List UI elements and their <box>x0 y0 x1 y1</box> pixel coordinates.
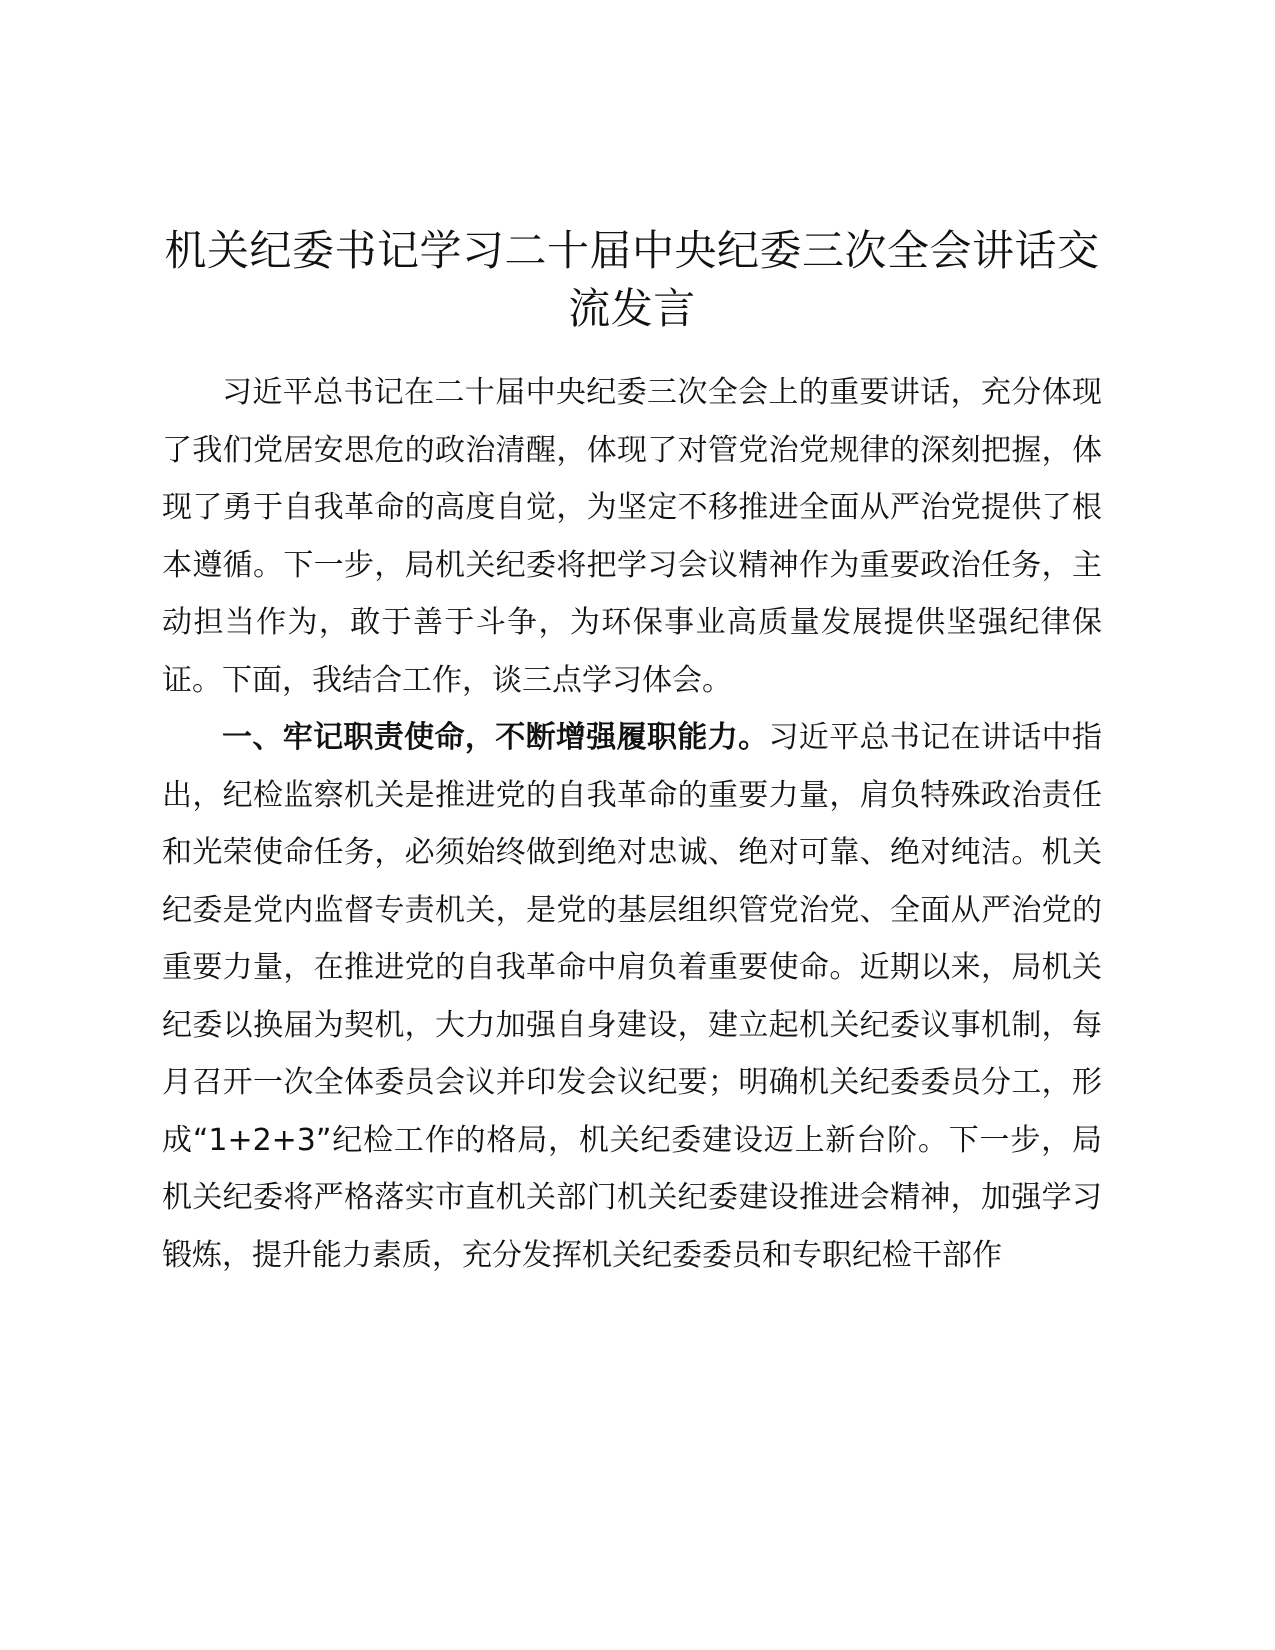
paragraph-section-one <box>162 709 1102 1284</box>
section-heading: 一、牢记职责使命，不断增强履职能力。 <box>222 720 769 755</box>
document-title: 机关纪委书记学习二十届中央纪委三次全会讲话交流发言 <box>164 226 1100 333</box>
paragraph-text: 习近平总书记在讲话中指出，纪检监察机关是推进党的自我革命的重要力量，肩负特殊政治责任和光荣使命任务，必须始终做到绝对忠诚、绝对可靠、绝对纯洁。机关纪委是党内监督专责机关，是党的基层组织管党治党、全面从严治党的重要力量，在推进党的自我革命中肩负着重要使命。近期以来，局机关纪委以换届为契机，大力加强自身建设，建立起机关纪委议事机制，每月召开一次全体委员会议并印发会议纪要；明确机关纪委委员分工，形成“1+2+3”纪检工作的格局，机关纪委建设迈上新台阶。下一步，局机关纪委将严格落实市直机关部门机关纪委建设推进会精神，加强学习锻炼，提升能力素质，充分发挥机关纪委委员和专职纪检干部作 <box>162 720 1103 1273</box>
document-content <box>162 222 1102 1284</box>
document-body <box>162 364 1102 1284</box>
paragraph-text: 习近平总书记在二十届中央纪委三次全会上的重要讲话，充分体现了我们党居安思危的政治清醒，体现了对管党治党规律的深刻把握，体现了勇于自我革命的高度自觉，为坚定不移推进全面从严治党提供了根本遵循。下一步，局机关纪委将把学习会议精神作为重要政治任务，主动担当作为，敢于善于斗争，为环保事业高质量发展提供坚强纪律保证。下面，我结合工作，谈三点学习体会。 <box>162 375 1102 698</box>
paragraph-intro <box>162 364 1102 709</box>
